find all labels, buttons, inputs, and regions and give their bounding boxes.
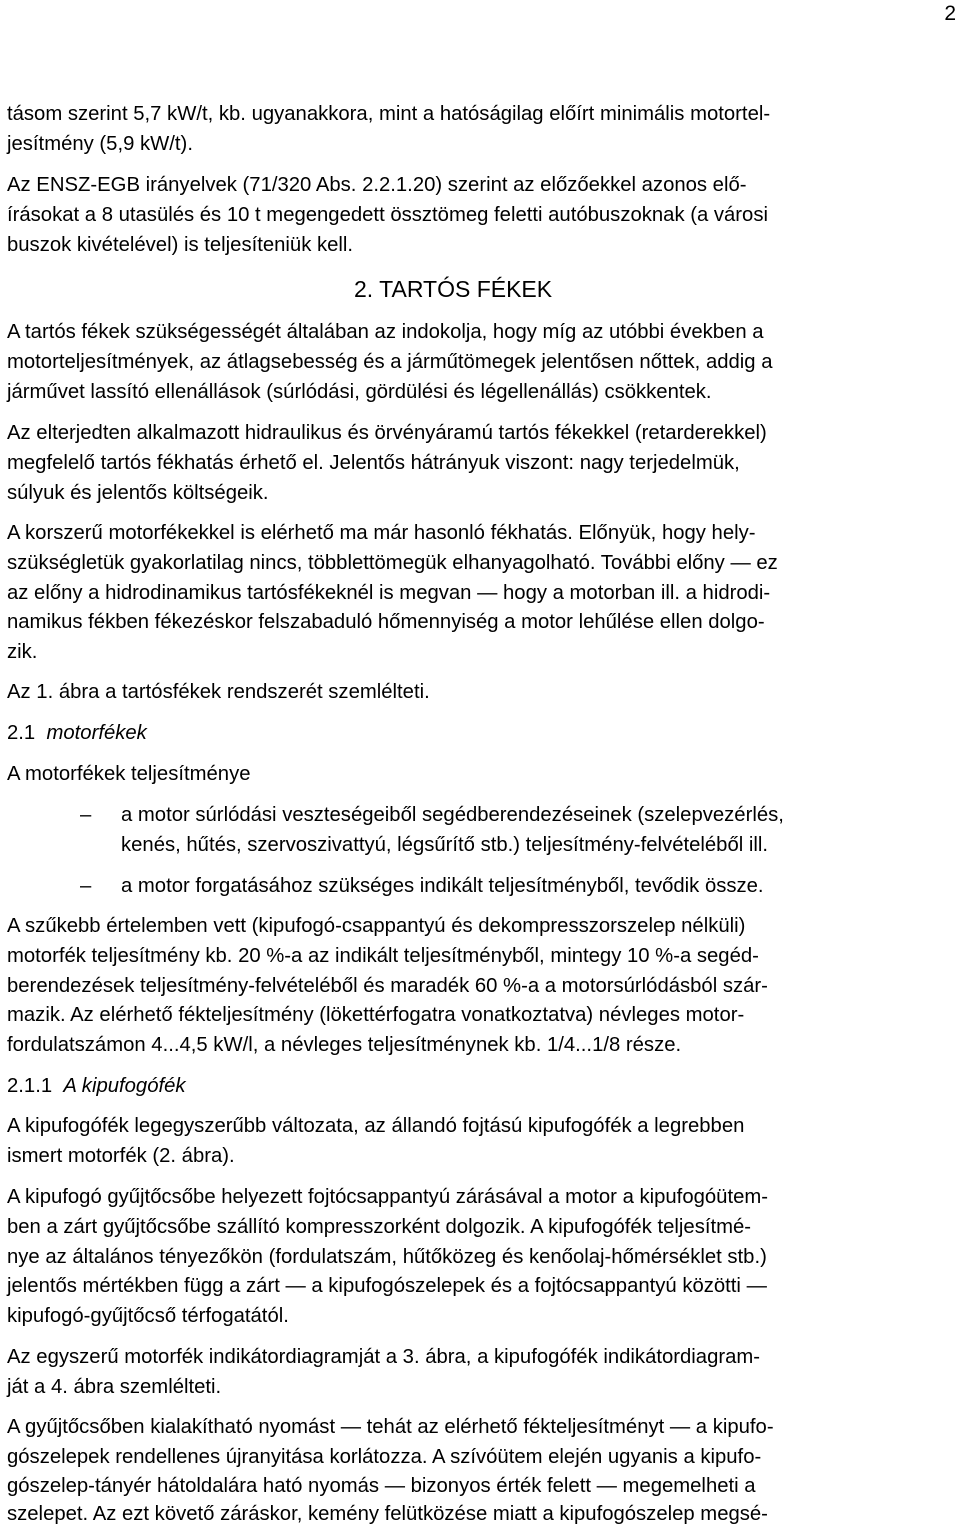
text-line: mazik. Az elérhető fékteljesítmény (lökettérfogatra vonatkoztatva) névleges motor- [7,1004,745,1026]
text-line: szükségletük gyakorlatilag nincs, többlettömegük elhanyagolható. További előny — ez [7,552,778,574]
text-line: járművet lassító ellenállások (súrlódási, gördülési és légellenállás) csökkentek. [7,381,712,403]
subsection-number: 2.1 [7,722,36,744]
paragraph-6: Az 1. ábra a tartósfékek rendszerét szemlélteti. [7,681,430,703]
text-line: Az elterjedten alkalmazott hidraulikus és örvényáramú tartós fékekkel (retarderekkel) [7,422,767,444]
text-line: jesítmény (5,9 kW/t). [7,133,193,155]
text-line: motorteljesítmények, az átlagsebesség és a járműtömegek jelentősen nőttek, addig a [7,351,773,373]
paragraph-7: A motorfékek teljesítménye [7,763,251,785]
text-line: buszok kivételével) is teljesíteniük kell. [7,234,354,256]
text-line: ben a zárt gyűjtőcsőbe szállító kompresszorként dolgozik. A kipufogófék teljesítmé- [7,1216,752,1238]
text-line: Az egyszerű motorfék indikátordiagramját a 3. ábra, a kipufogófék indikátordiagram- [7,1346,761,1368]
text-line: kipufogó-gyűjtőcső térfogatától. [7,1305,289,1327]
page-number: 2 [944,2,956,25]
text-line: A szűkebb értelemben vett (kipufogó-csappantyú és dekompresszorszelep nélküli) [7,915,746,937]
subsection-title: motorfékek [46,722,147,744]
text-line: berendezések teljesítmény-felvételéből és maradék 60 %-a a motorsúrlódásból szár- [7,975,768,997]
text-line: A kipufogó gyűjtőcsőbe helyezett fojtócsappantyú zárásával a motor a kipufogóütem- [7,1186,769,1208]
text-line: megfelelő tartós fékhatás érhető el. Jelentős hátrányuk viszont: nagy terjedelmük, [7,452,740,474]
text-line: nye az általános tényezőkön (fordulatszám, hűtőközeg és kenőolaj-hőmérséklet stb.) [7,1246,767,1268]
text-line: zik. [7,641,38,663]
text-line: A korszerű motorfékekkel is elérhető ma már hasonló fékhatás. Előnyük, hogy hely- [7,522,756,544]
text-line: A kipufogófék legegyszerűbb változata, az állandó fojtású kipufogófék a legrebben [7,1115,745,1137]
text-line: gószelep-tányér hátoldalára ható nyomás — bizonyos érték felett — megemelheti a [7,1475,756,1497]
section-heading: 2. TARTÓS FÉKEK [354,276,553,302]
text-line: ismert motorfék (2. ábra). [7,1145,235,1167]
subsection-title: A kipufogófék [63,1075,186,1097]
text-line: írásokat a 8 utasülés és 10 t megengedett össztömeg feletti autóbuszoknak (a városi [7,204,768,226]
text-line: fordulatszámon 4...4,5 kW/l, a névleges teljesítménynek kb. 1/4...1/8 része. [7,1034,682,1056]
text-line: súlyuk és jelentős költségeik. [7,482,269,504]
subsection-number: 2.1.1 [7,1075,53,1097]
text-line: A gyűjtőcsőben kialakítható nyomást — tehát az elérhető fékteljesítményt — a kipufo- [7,1416,774,1438]
bullet-text-line: a motor súrlódási veszteségeiből segédberendezéseinek (szelepvezérlés, [121,804,784,826]
text-line: szelepet. Az ezt követő záráskor, kemény felütközése miatt a kipufogószelep megsé- [7,1503,768,1525]
text-line: Az ENSZ-EGB irányelvek (71/320 Abs. 2.2.1.20) szerint az előzőekkel azonos elő- [7,174,747,196]
text-line: gószelepek rendellenes újranyitása korlátozza. A szívóütem elején ugyanis a kipufo- [7,1446,762,1468]
text-line: motorfék teljesítmény kb. 20 %-a az indikált teljesítményből, mintegy 10 %-a segéd- [7,945,759,967]
subsection-heading-motorfekek [7,720,147,746]
bullet-text-line: a motor forgatásához szükséges indikált teljesítményből, tevődik össze. [121,875,764,897]
bullet-text-line: kenés, hűtés, szervoszivattyú, légsűrítő stb.) teljesítmény-felvételéből ill. [121,834,769,856]
text-line: tásom szerint 5,7 kW/t, kb. ugyanakkora, mint a hatóságilag előírt minimális motortel- [7,103,771,125]
subsection-heading-kipufogofek [7,1073,186,1099]
text-line: namikus fékben fékezéskor felszabaduló hőmennyiség a motor lehűlése ellen dolgo- [7,611,765,633]
text-line: A tartós fékek szükségességét általában az indokolja, hogy míg az utóbbi években a [7,321,764,343]
text-line: jelentős mértékben függ a zárt — a kipufogószelepek és a fojtócsappantyú közötti — [7,1275,767,1297]
bullet-dash: – [80,804,92,826]
bullet-dash: – [80,875,92,897]
text-line: ját a 4. ábra szemlélteti. [7,1376,222,1398]
text-line: az előny a hidrodinamikus tartósfékeknél is megvan — hogy a motorban ill. a hidrodi- [7,582,771,604]
